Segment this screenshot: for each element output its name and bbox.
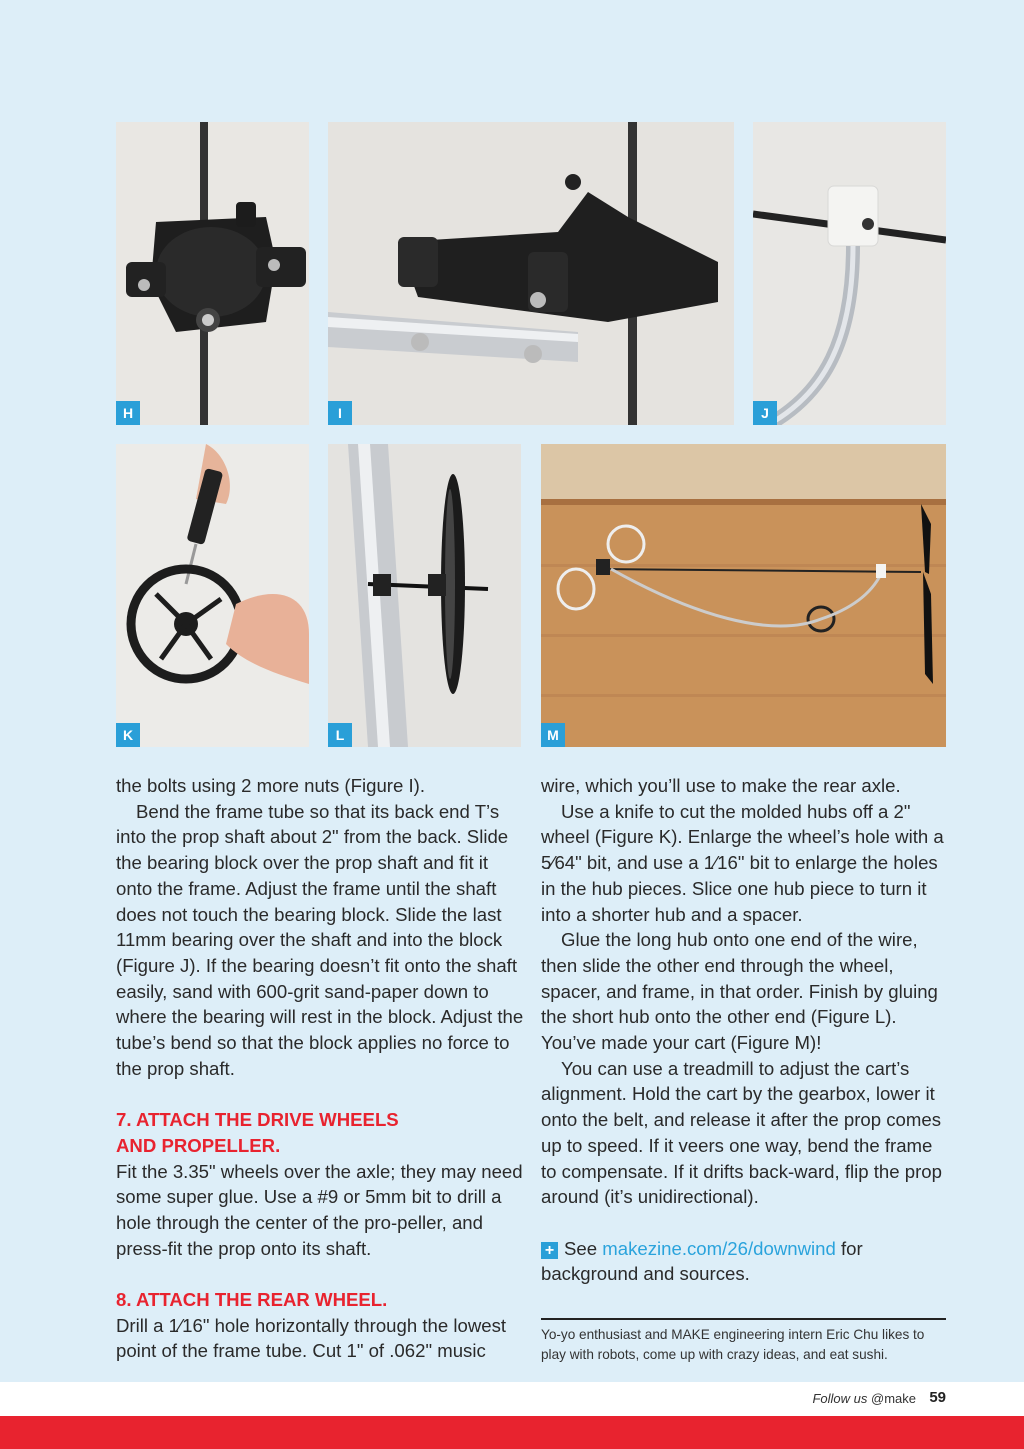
- paragraph: Glue the long hub onto one end of the wire, then slide the other end through the wheel, spacer, and frame, in that order. Finish by gluing the short hub onto the other end (Figure L). You’ve made your cart (Figure M)!: [541, 929, 938, 1054]
- cutting-hub-image: [116, 444, 309, 747]
- step-7-heading-line2: AND PROPELLER.: [116, 1134, 281, 1156]
- left-column: [116, 773, 526, 1364]
- figure-m: [541, 444, 946, 747]
- social-handle[interactable]: @make: [871, 1391, 916, 1406]
- bio-divider: [541, 1318, 946, 1320]
- figure-label: J: [753, 401, 777, 425]
- bearing-block-image: [753, 122, 946, 425]
- figure-label: I: [328, 401, 352, 425]
- figure-label: L: [328, 723, 352, 747]
- rear-wheel-image: [328, 444, 521, 747]
- paragraph: the bolts using 2 more nuts (Figure I).: [116, 775, 426, 796]
- finished-cart-image: [541, 444, 946, 747]
- see-also: [541, 1236, 947, 1287]
- see-suffix: for background and sources.: [541, 1237, 863, 1285]
- right-column: [541, 773, 947, 1287]
- step-7-heading-line1: 7. ATTACH THE DRIVE WHEELS: [116, 1109, 399, 1131]
- figure-label: K: [116, 723, 140, 747]
- paragraph: Fit the 3.35" wheels over the axle; they may need some super glue. Use a #9 or 5mm bit to drill a hole through the center of the pro-peller, and press-fit the prop onto its shaft.: [116, 1160, 523, 1259]
- paragraph: Use a knife to cut the molded hubs off a 2" wheel (Figure K). Enlarge the wheel’s hole with a 5⁄64" bit, and use a 1⁄16" bit to enlarge the holes in the hub pieces. Slice one hub piece to turn it into a shorter hub and a spacer.: [541, 800, 944, 925]
- figure-i: [328, 122, 734, 425]
- paragraph: You can use a treadmill to adjust the cart’s alignment. Hold the cart by the gearbox, lower it onto the belt, and release it after the prop comes up to speed. If it veers one way, bend the frame to compensate. If it drifts back-ward, flip the prop around (it’s unidirectional).: [541, 1057, 942, 1208]
- follow-label: Follow us: [812, 1391, 868, 1406]
- page-number: 59: [929, 1389, 946, 1406]
- paragraph: Drill a 1⁄16" hole horizontally through the lowest point of the frame tube. Cut 1" of .062" music: [116, 1314, 507, 1362]
- plus-icon: +: [541, 1242, 558, 1259]
- step-8-heading: 8. ATTACH THE REAR WHEEL.: [116, 1289, 388, 1311]
- follow-us: [812, 1391, 916, 1406]
- figure-l: [328, 444, 521, 747]
- figure-label: M: [541, 723, 565, 747]
- page-footer: [0, 1382, 1024, 1416]
- gearbox-frame-image: [328, 122, 734, 425]
- figure-j: [753, 122, 946, 425]
- author-bio: Yo-yo enthusiast and MAKE engineering intern Eric Chu likes to play with robots, come up with crazy ideas, and eat sushi.: [541, 1327, 925, 1362]
- figure-k: [116, 444, 309, 747]
- paragraph: wire, which you’ll use to make the rear axle.: [541, 775, 901, 796]
- figure-h: [116, 122, 309, 425]
- paragraph: Bend the frame tube so that its back end T’s into the prop shaft about 2" from the back. Slide the bearing block over the prop shaft and fit it onto the frame. Adjust the frame until the shaft does not touch the bearing block. Slide the last 11mm bearing over the shaft and into the block (Figure J). If the bearing doesn’t fit onto the shaft easily, sand with 600-grit sand-paper down to where the bearing will rest in the block. Adjust the tube’s bend so that the block applies no force to the prop shaft.: [116, 800, 524, 1079]
- source-link[interactable]: makezine.com/26/downwind: [602, 1237, 836, 1259]
- gearbox-closeup-image: [116, 122, 309, 425]
- see-prefix: See: [564, 1237, 598, 1259]
- bottom-red-bar: [0, 1416, 1024, 1449]
- figure-label: H: [116, 401, 140, 425]
